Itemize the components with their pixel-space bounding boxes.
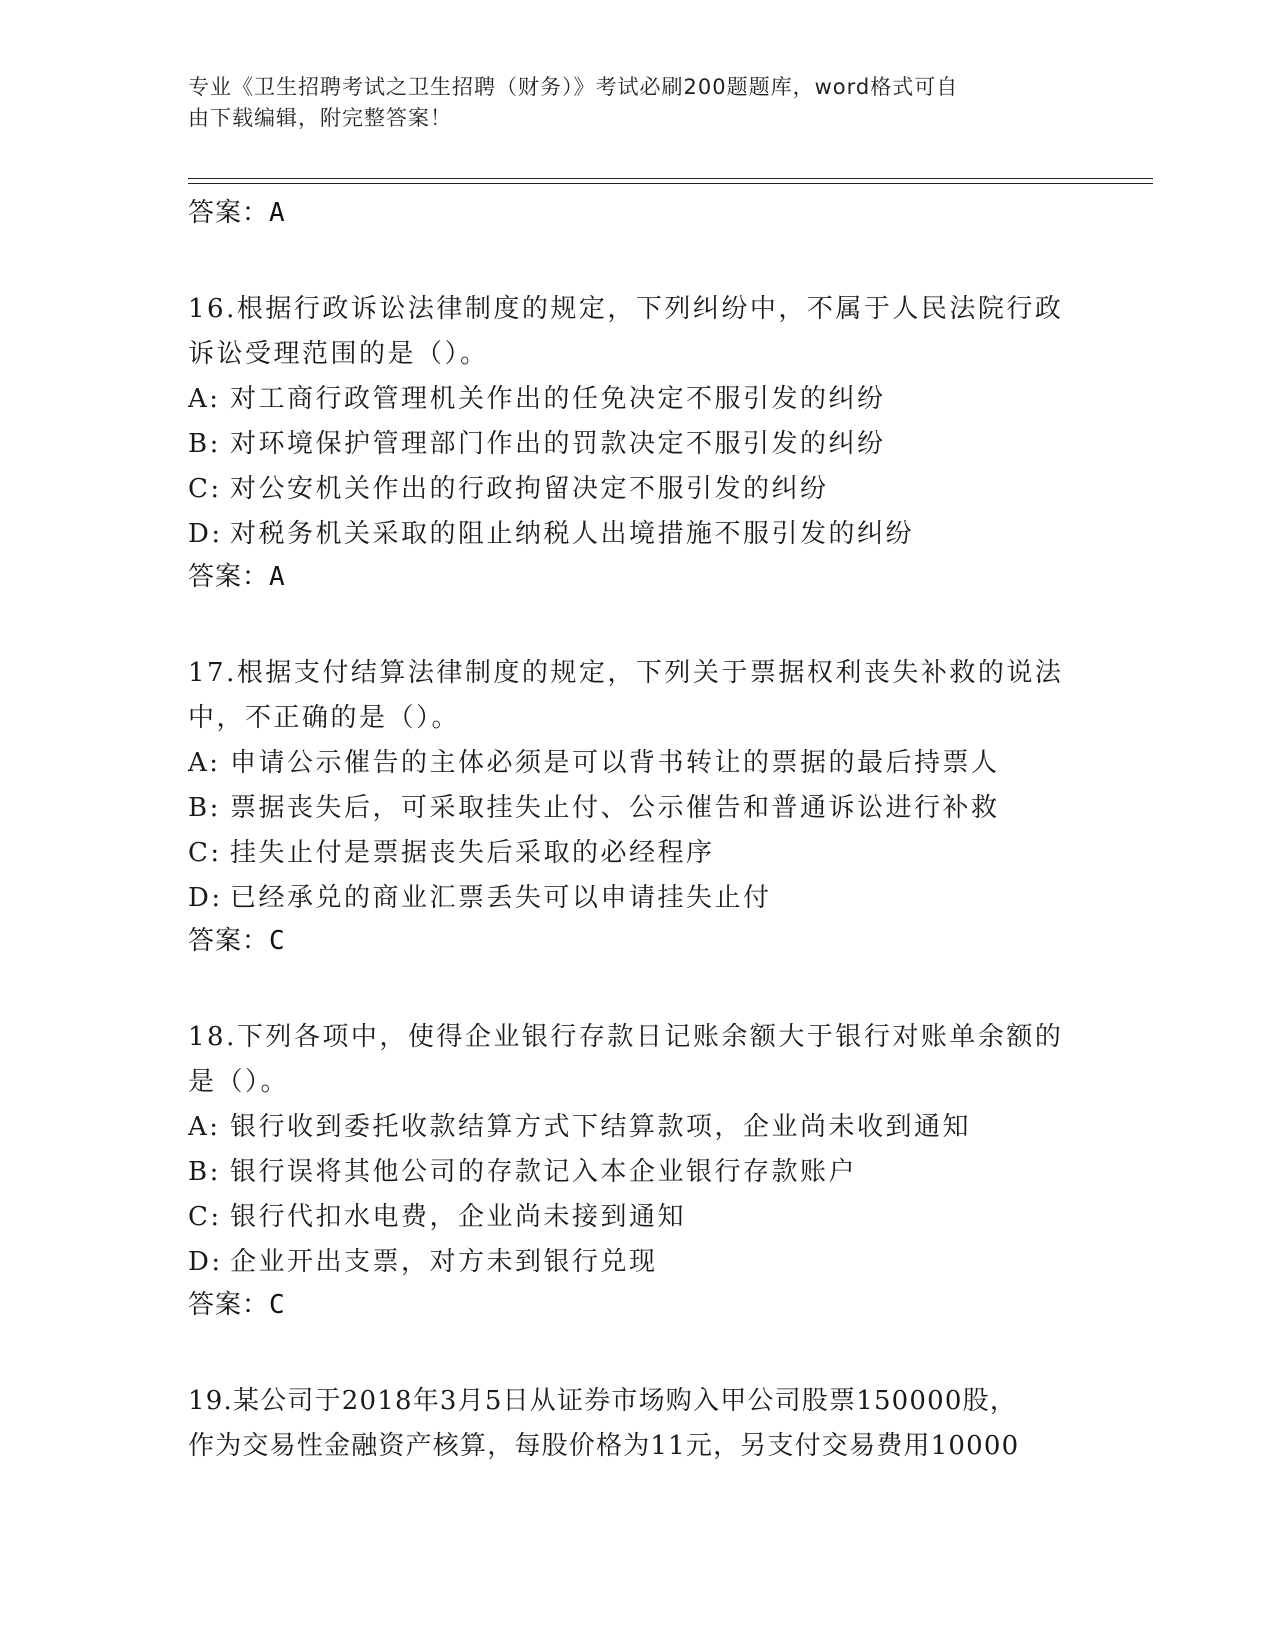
option-b — [188, 786, 1088, 831]
option-d — [188, 512, 1088, 557]
option-text: 对税务机关采取的阻止纳税人出境措施不服引发的纠纷 — [230, 519, 915, 549]
option-c — [188, 831, 1088, 876]
answer-label: 答案： — [188, 562, 270, 592]
option-letter: B: — [188, 1157, 221, 1187]
question-stem-line-1: 16.根据行政诉讼法律制度的规定，下列纠纷中，不属于人民法院行政 — [188, 294, 1064, 324]
answer-line — [188, 923, 1088, 959]
option-text: 对工商行政管理机关作出的任免决定不服引发的纠纷 — [230, 384, 886, 414]
option-text: 银行收到委托收款结算方式下结算款项，企业尚未收到通知 — [230, 1112, 972, 1142]
answer-label: 答案： — [188, 198, 270, 228]
question-stem — [188, 287, 1088, 377]
option-a — [188, 1105, 1088, 1150]
header-divider-top — [188, 178, 1153, 179]
option-text: 申请公示催告的主体必须是可以背书转让的票据的最后持票人 — [230, 748, 1000, 778]
answer-value: A — [269, 562, 286, 592]
option-text: 对环境保护管理部门作出的罚款决定不服引发的纠纷 — [230, 429, 886, 459]
question-18 — [188, 1015, 1088, 1323]
page-header — [188, 72, 1068, 134]
question-stem-line-1: 17.根据支付结算法律制度的规定，下列关于票据权利丧失补救的说法 — [188, 658, 1064, 688]
previous-answer — [188, 195, 1088, 231]
option-d — [188, 876, 1088, 921]
option-text: 银行代扣水电费，企业尚未接到通知 — [230, 1202, 687, 1232]
option-letter: C: — [188, 838, 222, 868]
answer-label: 答案： — [188, 1290, 270, 1320]
option-c — [188, 1195, 1088, 1240]
question-stem-line-2: 中，不正确的是（）。 — [188, 703, 461, 733]
answer-value: C — [269, 926, 286, 956]
question-17 — [188, 651, 1088, 959]
option-text: 企业开出支票，对方未到银行兑现 — [230, 1247, 658, 1277]
answer-label: 答案： — [188, 926, 270, 956]
question-stem — [188, 1379, 1088, 1469]
option-text: 挂失止付是票据丧失后采取的必经程序 — [230, 838, 715, 868]
question-16 — [188, 287, 1088, 595]
question-stem-line-1: 18.下列各项中，使得企业银行存款日记账余额大于银行对账单余额的 — [188, 1022, 1064, 1052]
option-letter: B: — [188, 793, 221, 823]
option-letter: B: — [188, 429, 221, 459]
option-letter: A: — [188, 1112, 221, 1142]
option-a — [188, 741, 1088, 786]
option-letter: D: — [188, 519, 223, 549]
option-text: 票据丧失后，可采取挂失止付、公示催告和普通诉讼进行补救 — [230, 793, 1000, 823]
document-body — [188, 195, 1088, 1469]
option-letter: C: — [188, 1202, 222, 1232]
option-letter: C: — [188, 474, 222, 504]
question-stem-line-2: 是（）。 — [188, 1067, 290, 1097]
option-b — [188, 1150, 1088, 1195]
header-text-line-2: 由下载编辑，附完整答案！ — [188, 106, 452, 130]
option-c — [188, 467, 1088, 512]
option-text: 对公安机关作出的行政拘留决定不服引发的纠纷 — [230, 474, 829, 504]
header-text-line-1: 专业《卫生招聘考试之卫生招聘（财务）》考试必刷200题题库，word格式可自 — [188, 75, 959, 99]
option-text: 银行误将其他公司的存款记入本企业银行存款账户 — [230, 1157, 858, 1187]
question-stem-line-2: 作为交易性金融资产核算，每股价格为11元，另支付交易费用10000 — [188, 1431, 1020, 1461]
option-letter: D: — [188, 1247, 223, 1277]
answer-value: C — [269, 1290, 286, 1320]
answer-line — [188, 559, 1088, 595]
header-divider-bottom — [188, 183, 1153, 184]
question-stem — [188, 1015, 1088, 1105]
option-letter: D: — [188, 883, 223, 913]
option-letter: A: — [188, 748, 221, 778]
question-stem-line-2: 诉讼受理范围的是（）。 — [188, 339, 489, 369]
option-a — [188, 377, 1088, 422]
answer-line — [188, 1287, 1088, 1323]
question-stem-line-1: 19.某公司于2018年3月5日从证券市场购入甲公司股票150000股， — [188, 1386, 1018, 1416]
option-text: 已经承兑的商业汇票丢失可以申请挂失止付 — [230, 883, 772, 913]
option-letter: A: — [188, 384, 221, 414]
question-19 — [188, 1379, 1088, 1469]
option-d — [188, 1240, 1088, 1285]
question-stem — [188, 651, 1088, 741]
option-b — [188, 422, 1088, 467]
answer-value: A — [269, 198, 286, 228]
